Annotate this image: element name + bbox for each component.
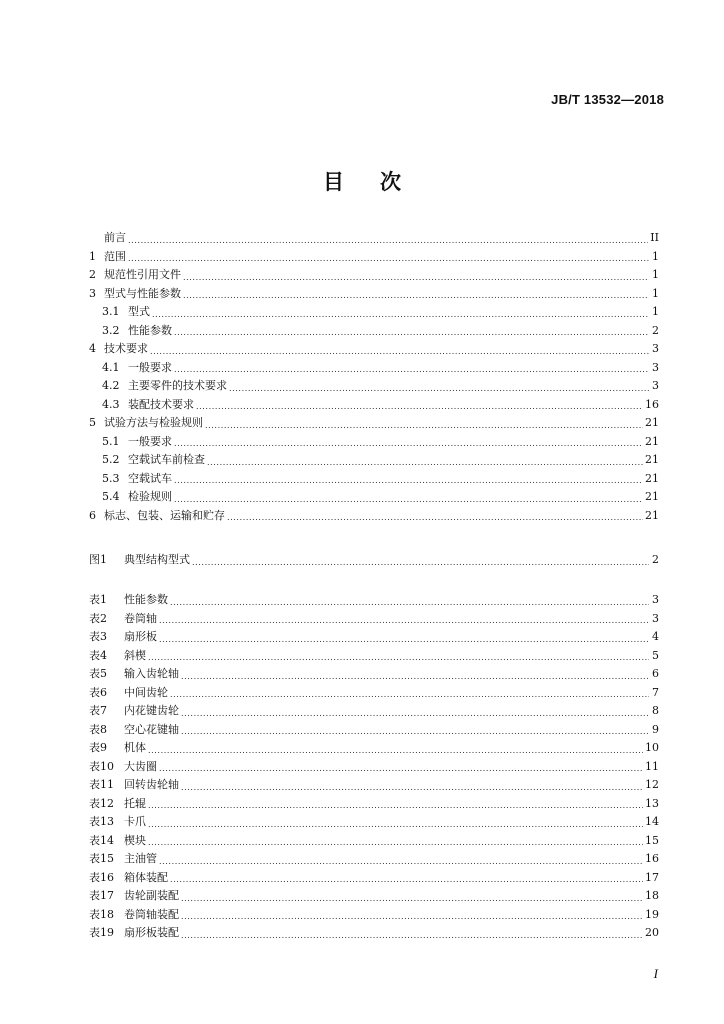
toc-entry-number: 5.1: [102, 434, 120, 448]
dot-leader: [148, 651, 649, 665]
dot-leader: [181, 910, 643, 924]
dot-leader: [159, 633, 649, 647]
toc-entry[interactable]: [89, 285, 659, 304]
toc-entry[interactable]: [89, 303, 659, 322]
toc-entry-label: 回转齿轮轴: [124, 778, 179, 791]
toc-entry-label: 托辊: [124, 796, 146, 810]
toc-entry[interactable]: [89, 702, 659, 721]
toc-entry-number: 表16: [89, 870, 114, 884]
toc-entry[interactable]: [89, 414, 659, 433]
toc-entry[interactable]: [89, 451, 659, 470]
toc-entry-number: 4: [89, 342, 96, 355]
toc-entry[interactable]: [89, 248, 659, 267]
toc-entry-number: 4.2: [102, 379, 120, 392]
toc-entry-label: 装配技术要求: [128, 397, 194, 411]
dot-leader: [159, 614, 649, 628]
toc-entry-label: 卷筒轴装配: [124, 907, 179, 921]
dot-leader: [170, 688, 649, 702]
dot-leader: [174, 493, 643, 507]
dot-leader: [192, 556, 649, 570]
toc-entry-number: 5.3: [102, 471, 120, 485]
toc-entry-page: 2: [652, 553, 659, 566]
toc-entry-number: 表8: [89, 722, 107, 736]
toc-entry-page: 4: [652, 630, 659, 643]
toc-entry-page: 13: [645, 796, 659, 810]
toc-entry-page: 21: [645, 471, 659, 485]
toc-entry[interactable]: [89, 488, 659, 507]
toc-entry-label: 输入齿轮轴: [124, 667, 179, 680]
toc-entry-number: 表13: [89, 815, 114, 828]
toc-entry[interactable]: [89, 507, 659, 526]
toc-sections-list: [89, 229, 659, 525]
toc-entry-number: 表1: [89, 593, 107, 606]
toc-entry[interactable]: [89, 758, 659, 777]
toc-entry[interactable]: [89, 470, 659, 489]
dot-leader: [150, 345, 649, 359]
toc-entry-label: 前言: [104, 231, 126, 244]
toc-entry-page: 1: [652, 305, 659, 318]
toc-entry-number: 6: [89, 508, 96, 522]
toc-entry-label: 标志、包装、运输和贮存: [104, 508, 225, 522]
toc-entry-page: 1: [652, 249, 659, 263]
dot-leader: [183, 289, 649, 303]
page-folio: I: [653, 966, 658, 981]
toc-entry[interactable]: [89, 906, 659, 925]
toc-entry-number: 表19: [89, 926, 114, 939]
dot-leader: [159, 855, 643, 869]
toc-entry-page: 16: [645, 397, 659, 411]
toc-entry-page: 2: [652, 323, 659, 337]
dot-leader: [174, 326, 649, 340]
toc-entry[interactable]: [89, 266, 659, 285]
toc-entry-number: 表4: [89, 648, 107, 662]
toc-entry-page: 21: [645, 490, 659, 503]
toc-entry[interactable]: [89, 832, 659, 851]
toc-entry-label: 空载试车前检查: [128, 453, 205, 466]
toc-entry[interactable]: [89, 628, 659, 647]
toc-entry-label: 型式与性能参数: [104, 286, 181, 300]
toc-entry-number: 5.2: [102, 453, 120, 466]
toc-entry-page: 3: [652, 379, 659, 392]
toc-entry-page: 8: [652, 704, 659, 717]
toc-entry-number: 2: [89, 268, 96, 281]
toc-entry-page: II: [650, 231, 659, 244]
dot-leader: [128, 252, 649, 266]
toc-entry[interactable]: [89, 869, 659, 888]
toc-entry[interactable]: [89, 665, 659, 684]
toc-entry-number: 表2: [89, 611, 107, 625]
toc-entry-label: 扇形板: [124, 630, 157, 643]
toc-entry-label: 性能参数: [128, 323, 172, 337]
toc-entry[interactable]: [89, 396, 659, 415]
toc-entry[interactable]: [89, 776, 659, 795]
toc-entry-label: 规范性引用文件: [104, 268, 181, 281]
toc-entry-number: 表6: [89, 685, 107, 699]
dot-leader: [174, 363, 649, 377]
toc-entry-page: 5: [652, 648, 659, 662]
dot-leader: [181, 892, 643, 906]
toc-entry-label: 范围: [104, 249, 126, 263]
toc-entry[interactable]: [89, 647, 659, 666]
toc-entry-label: 卡爪: [124, 815, 146, 828]
dot-leader: [148, 836, 643, 850]
toc-entry-page: 12: [645, 778, 659, 791]
toc-entry-label: 一般要求: [128, 434, 172, 448]
dot-leader: [152, 308, 649, 322]
dot-leader: [174, 474, 643, 488]
toc-entry-number: 5: [89, 416, 96, 429]
toc-entry-page: 7: [652, 685, 659, 699]
toc-entry-number: 4.3: [102, 397, 120, 411]
toc-entry[interactable]: [89, 322, 659, 341]
toc-entry-page: 20: [645, 926, 659, 939]
toc-entry-label: 卷筒轴: [124, 611, 157, 625]
dot-leader: [183, 271, 649, 285]
toc-entry-page: 17: [645, 870, 659, 884]
toc-entry-label: 内花键齿轮: [124, 704, 179, 717]
toc-entry[interactable]: [89, 813, 659, 832]
toc-entry-page: 16: [645, 852, 659, 865]
toc-entry-number: 表10: [89, 759, 114, 773]
toc-entry-number: 图1: [89, 553, 107, 566]
toc-entry[interactable]: [89, 229, 659, 248]
toc-entry-number: 5.4: [102, 490, 120, 503]
toc-entry-label: 斜楔: [124, 648, 146, 662]
toc-entry-label: 型式: [128, 305, 150, 318]
dot-leader: [205, 419, 643, 433]
toc-entry-page: 21: [645, 508, 659, 522]
toc-entry-page: 3: [652, 611, 659, 625]
toc-entry[interactable]: [89, 377, 659, 396]
toc-entry-page: 15: [645, 833, 659, 847]
dot-leader: [148, 744, 643, 758]
toc-entry-label: 一般要求: [128, 360, 172, 374]
toc-entry-page: 10: [645, 741, 659, 754]
toc-entry[interactable]: [89, 591, 659, 610]
dot-leader: [229, 382, 649, 396]
toc-entry-page: 3: [652, 593, 659, 606]
toc-entry-label: 楔块: [124, 833, 146, 847]
toc-entry-page: 1: [652, 286, 659, 300]
toc-tables-list: [89, 591, 659, 943]
dot-leader: [170, 596, 649, 610]
dot-leader: [207, 456, 643, 470]
dot-leader: [174, 437, 643, 451]
dot-leader: [181, 781, 643, 795]
toc-entry-label: 技术要求: [104, 342, 148, 355]
toc-entry-label: 主要零件的技术要求: [128, 379, 227, 392]
toc-entry-number: 3.1: [102, 305, 120, 318]
toc-entry-label: 典型结构型式: [124, 553, 190, 566]
toc-entry[interactable]: [89, 924, 659, 943]
toc-entry-page: 21: [645, 416, 659, 429]
toc-entry[interactable]: [89, 721, 659, 740]
toc-entry-page: 11: [645, 759, 659, 773]
toc-entry-number: 表15: [89, 852, 114, 865]
toc-entry-number: 表5: [89, 667, 107, 680]
toc-entry-number: 3: [89, 286, 96, 300]
toc-entry-number: 表9: [89, 741, 107, 754]
toc-entry-number: 1: [89, 249, 96, 263]
toc-entry-number: 表14: [89, 833, 114, 847]
toc-entry-number: 表12: [89, 796, 114, 810]
toc-entry-page: 21: [645, 434, 659, 448]
toc-entry-page: 14: [645, 815, 659, 828]
toc-entry[interactable]: [89, 359, 659, 378]
toc-entry-label: 中间齿轮: [124, 685, 168, 699]
toc-entry-page: 6: [652, 667, 659, 680]
toc-entry[interactable]: [89, 887, 659, 906]
toc-entry[interactable]: [89, 795, 659, 814]
toc-entry[interactable]: [89, 739, 659, 758]
toc-entry-page: 1: [652, 268, 659, 281]
toc-entry-page: 21: [645, 453, 659, 466]
dot-leader: [181, 707, 649, 721]
dot-leader: [181, 929, 643, 943]
toc-entry-label: 主油管: [124, 852, 157, 865]
toc-figures-list: [89, 551, 659, 570]
toc-entry-label: 箱体装配: [124, 870, 168, 884]
toc-entry-label: 检验规则: [128, 490, 172, 503]
dot-leader: [227, 511, 643, 525]
toc-entry-number: 表17: [89, 889, 114, 902]
toc-entry-number: 表3: [89, 630, 107, 643]
toc-entry[interactable]: [89, 433, 659, 452]
dot-leader: [128, 234, 648, 248]
toc-entry-label: 空心花键轴: [124, 722, 179, 736]
toc-entry-label: 性能参数: [124, 593, 168, 606]
toc-entry-number: 表7: [89, 704, 107, 717]
toc-entry-page: 3: [652, 342, 659, 355]
dot-leader: [181, 725, 649, 739]
toc-title: 目次: [323, 170, 437, 194]
standard-code: JB/T 13532—2018: [551, 92, 664, 107]
toc-entry-page: 18: [645, 889, 659, 902]
dot-leader: [196, 400, 643, 414]
toc-entry-number: 表11: [89, 778, 114, 791]
dot-leader: [181, 670, 649, 684]
toc-entry[interactable]: [89, 551, 659, 570]
toc-entry[interactable]: [89, 684, 659, 703]
dot-leader: [170, 873, 643, 887]
toc-entry[interactable]: [89, 850, 659, 869]
dot-leader: [148, 799, 643, 813]
dot-leader: [159, 762, 643, 776]
toc-entry[interactable]: [89, 340, 659, 359]
toc-entry-number: 4.1: [102, 360, 120, 374]
toc-entry-page: 9: [652, 722, 659, 736]
toc-entry-label: 空载试车: [128, 471, 172, 485]
toc-entry-number: 表18: [89, 907, 114, 921]
toc-entry-label: 试验方法与检验规则: [104, 416, 203, 429]
toc-entry[interactable]: [89, 610, 659, 629]
toc-entry-label: 机体: [124, 741, 146, 754]
toc-entry-label: 大齿圈: [124, 759, 157, 773]
toc-entry-page: 19: [645, 907, 659, 921]
dot-leader: [148, 818, 643, 832]
toc-entry-page: 3: [652, 360, 659, 374]
toc-entry-label: 扇形板装配: [124, 926, 179, 939]
toc-entry-label: 齿轮副装配: [124, 889, 179, 902]
toc-entry-number: 3.2: [102, 323, 120, 337]
